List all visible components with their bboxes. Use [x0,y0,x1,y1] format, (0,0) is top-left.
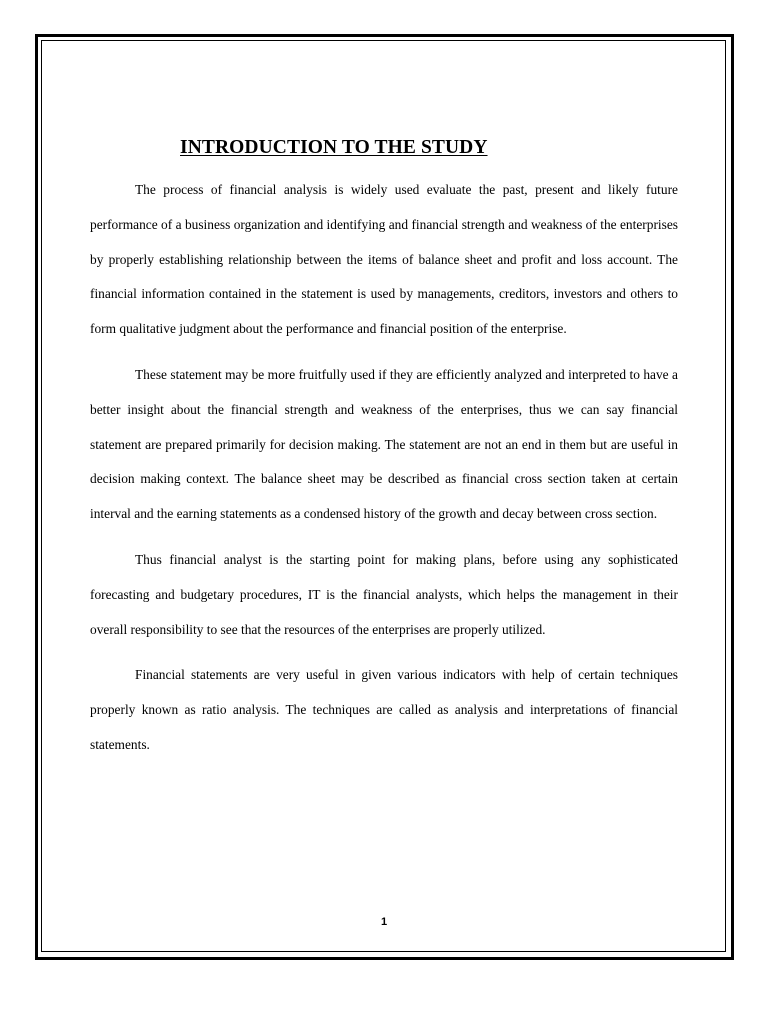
paragraph-1: The process of financial analysis is widely used evaluate the past, present and likely future performance of a business organization and identifying and financial strength and weakness of the enterprises by properly establishing relationship between the items of balance sheet and profit and loss account. The financial information contained in the statement is used by managements, creditors, investors and others to form qualitative judgment about the performance and financial position of the enterprise. [90,182,678,337]
paragraph-3: Thus financial analyst is the starting point for making plans, before using any sophisticated forecasting and budgetary procedures, IT is the financial analysts, which helps the management in their overall responsibility to see that the resources of the enterprises are properly utilized. [90,551,678,637]
document-body [90,173,678,763]
page-title: INTRODUCTION TO THE STUDY [180,137,488,158]
paragraph-4: Financial statements are very useful in given various indicators with help of certain techniques properly known as ratio analysis. The techniques are called as analysis and interpretations of financial statements. [90,667,678,752]
paragraph-2: These statement may be more fruitfully used if they are efficiently analyzed and interpreted to have a better insight about the financial strength and weakness of the enterprises, thus we can say financial statement are prepared primarily for decision making. The statement are not an end in them but are useful in decision making context. The balance sheet may be described as financial cross section taken at certain interval and the earning statements as a condensed history of the growth and decay between cross section. [90,366,678,522]
page-number: 1 [380,916,388,928]
